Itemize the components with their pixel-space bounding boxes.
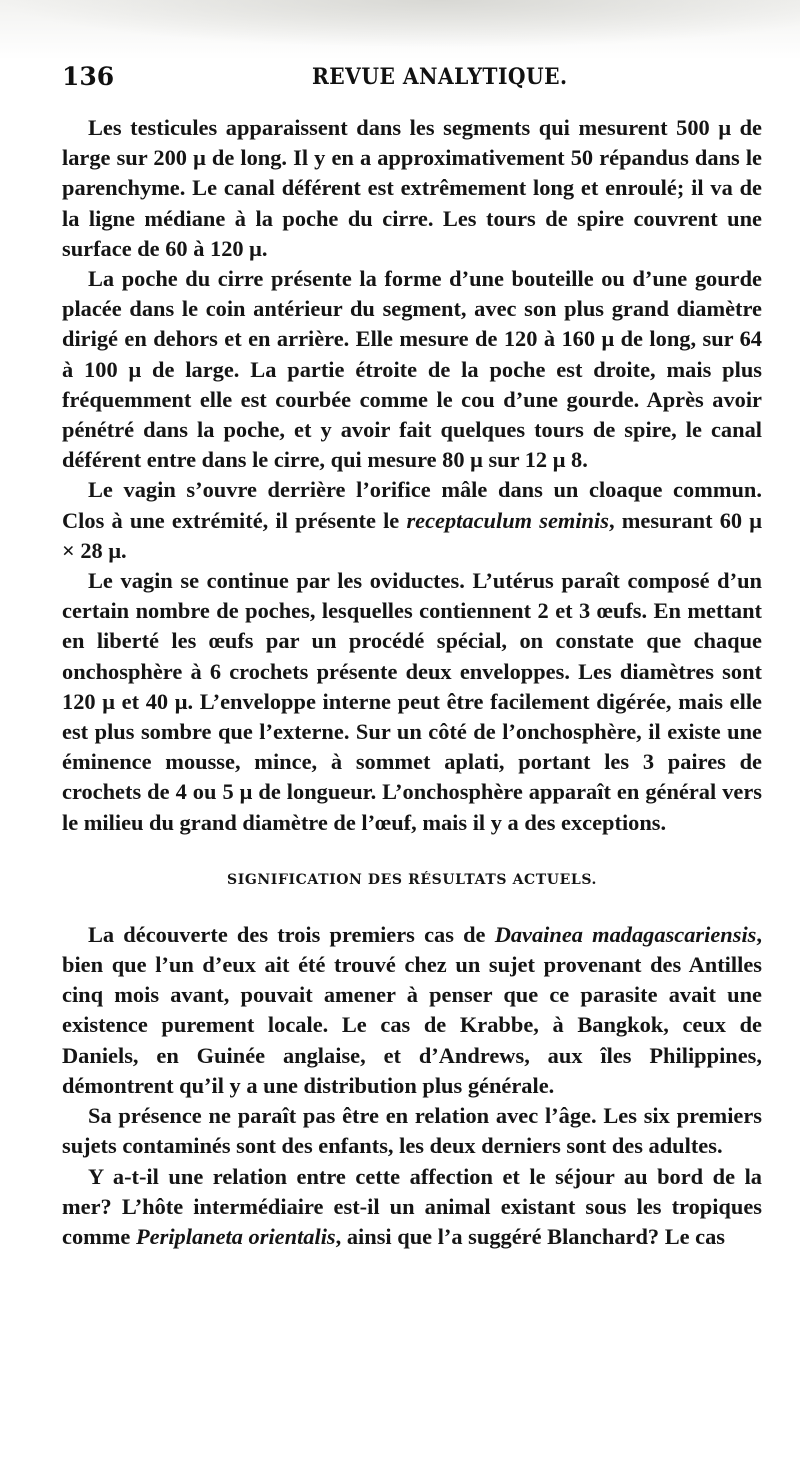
paragraph-relation-text-1: Y a-t-il une relation entre cette affection et le séjour au bord de la mer? L’hôte intermédiaire est-il un animal existant sous les tropiques comme	[62, 1163, 762, 1249]
paragraph-relation-text-2: , ainsi que l’a suggéré Blanchard? Le cas	[335, 1223, 726, 1249]
running-head: REVUE ANALYTIQUE.	[312, 64, 568, 90]
paragraph-decouverte-text-1: La découverte des trois premiers cas de	[88, 921, 495, 947]
scan-shadow	[0, 0, 800, 48]
body-text	[62, 113, 762, 1252]
paragraph-testicules: Les testicules apparaissent dans les segments qui mesurent 500 μ de large sur 200 μ de long. Il y en a approximativement 50 répandus dans le parenchyme. Le canal déférent est extrêmement long et enroulé; il va de la ligne médiane à la poche du cirre. Les tours de spire couvrent une surface de 60 à 120 μ.	[62, 115, 762, 261]
paragraph-relation	[62, 1162, 762, 1253]
paragraph-relation-italic: Periplaneta orientalis	[135, 1223, 336, 1249]
page-number: 136	[62, 62, 115, 91]
paragraph-decouverte	[62, 920, 762, 1101]
paragraph-vagin-text-2: , mesurant 60 μ × 28 μ.	[62, 507, 762, 563]
page-header	[62, 62, 762, 102]
paragraph-decouverte-italic: Davainea madagascariensis	[494, 921, 757, 947]
paragraph-poche-du-cirre: La poche du cirre présente la forme d’une bouteille ou d’une gourde placée dans le coin antérieur du segment, avec son plus grand diamètre dirigé en dehors et en arrière. Elle mesure de 120 à 160 μ de long, sur 64 à 100 μ de large. La partie étroite de la poche est droite, mais plus fréquemment elle est courbée comme le cou d’une gourde. Après avoir pénétré dans la poche, et y avoir fait quelques tours de spire, le canal déférent entre dans le cirre, qui mesure 80 μ sur 12 μ 8.	[62, 266, 762, 473]
paragraph-oviductes: Le vagin se continue par les oviductes. L’utérus paraît composé d’un certain nombre de poches, lesquelles contiennent 2 et 3 œufs. En mettant en liberté les œufs par un procédé spécial, on constate que chaque onchosphère à 6 crochets présente deux enveloppes. Les diamètres sont 120 μ et 40 μ. L’enveloppe interne peut être facilement digérée, mais elle est plus sombre que l’externe. Sur un côté de l’onchosphère, il existe une éminence mousse, mince, à sommet aplati, portant les 3 paires de crochets de 4 ou 5 μ de longueur. L’onchosphère apparaît en général vers le milieu du grand diamètre de l’œuf, mais il y a des exceptions.	[62, 568, 762, 835]
paragraph-vagin-italic: receptaculum seminis	[406, 507, 609, 533]
paragraph-decouverte-text-2: , bien que l’un d’eux ait été trouvé chez un sujet provenant des Antilles cinq mois avant, pouvait amener à penser que ce parasite avait une existence purement locale. Le cas de Krabbe, à Bangkok, ceux de Daniels, en Guinée anglaise, et d’Andrews, aux îles Philippines, démontrent qu’il y a une distribution plus générale.	[62, 921, 762, 1098]
paragraph-vagin	[62, 475, 762, 566]
paragraph-vagin-text-1: Le vagin s’ouvre derrière l’orifice mâle dans un cloaque commun. Clos à une extrémité, il présente le	[62, 477, 762, 533]
section-heading: SIGNIFICATION DES RÉSULTATS ACTUELS.	[226, 871, 598, 888]
paragraph-presence: Sa présence ne paraît pas être en relation avec l’âge. Les six premiers sujets contaminés sont des enfants, les deux derniers sont des adultes.	[62, 1103, 762, 1159]
